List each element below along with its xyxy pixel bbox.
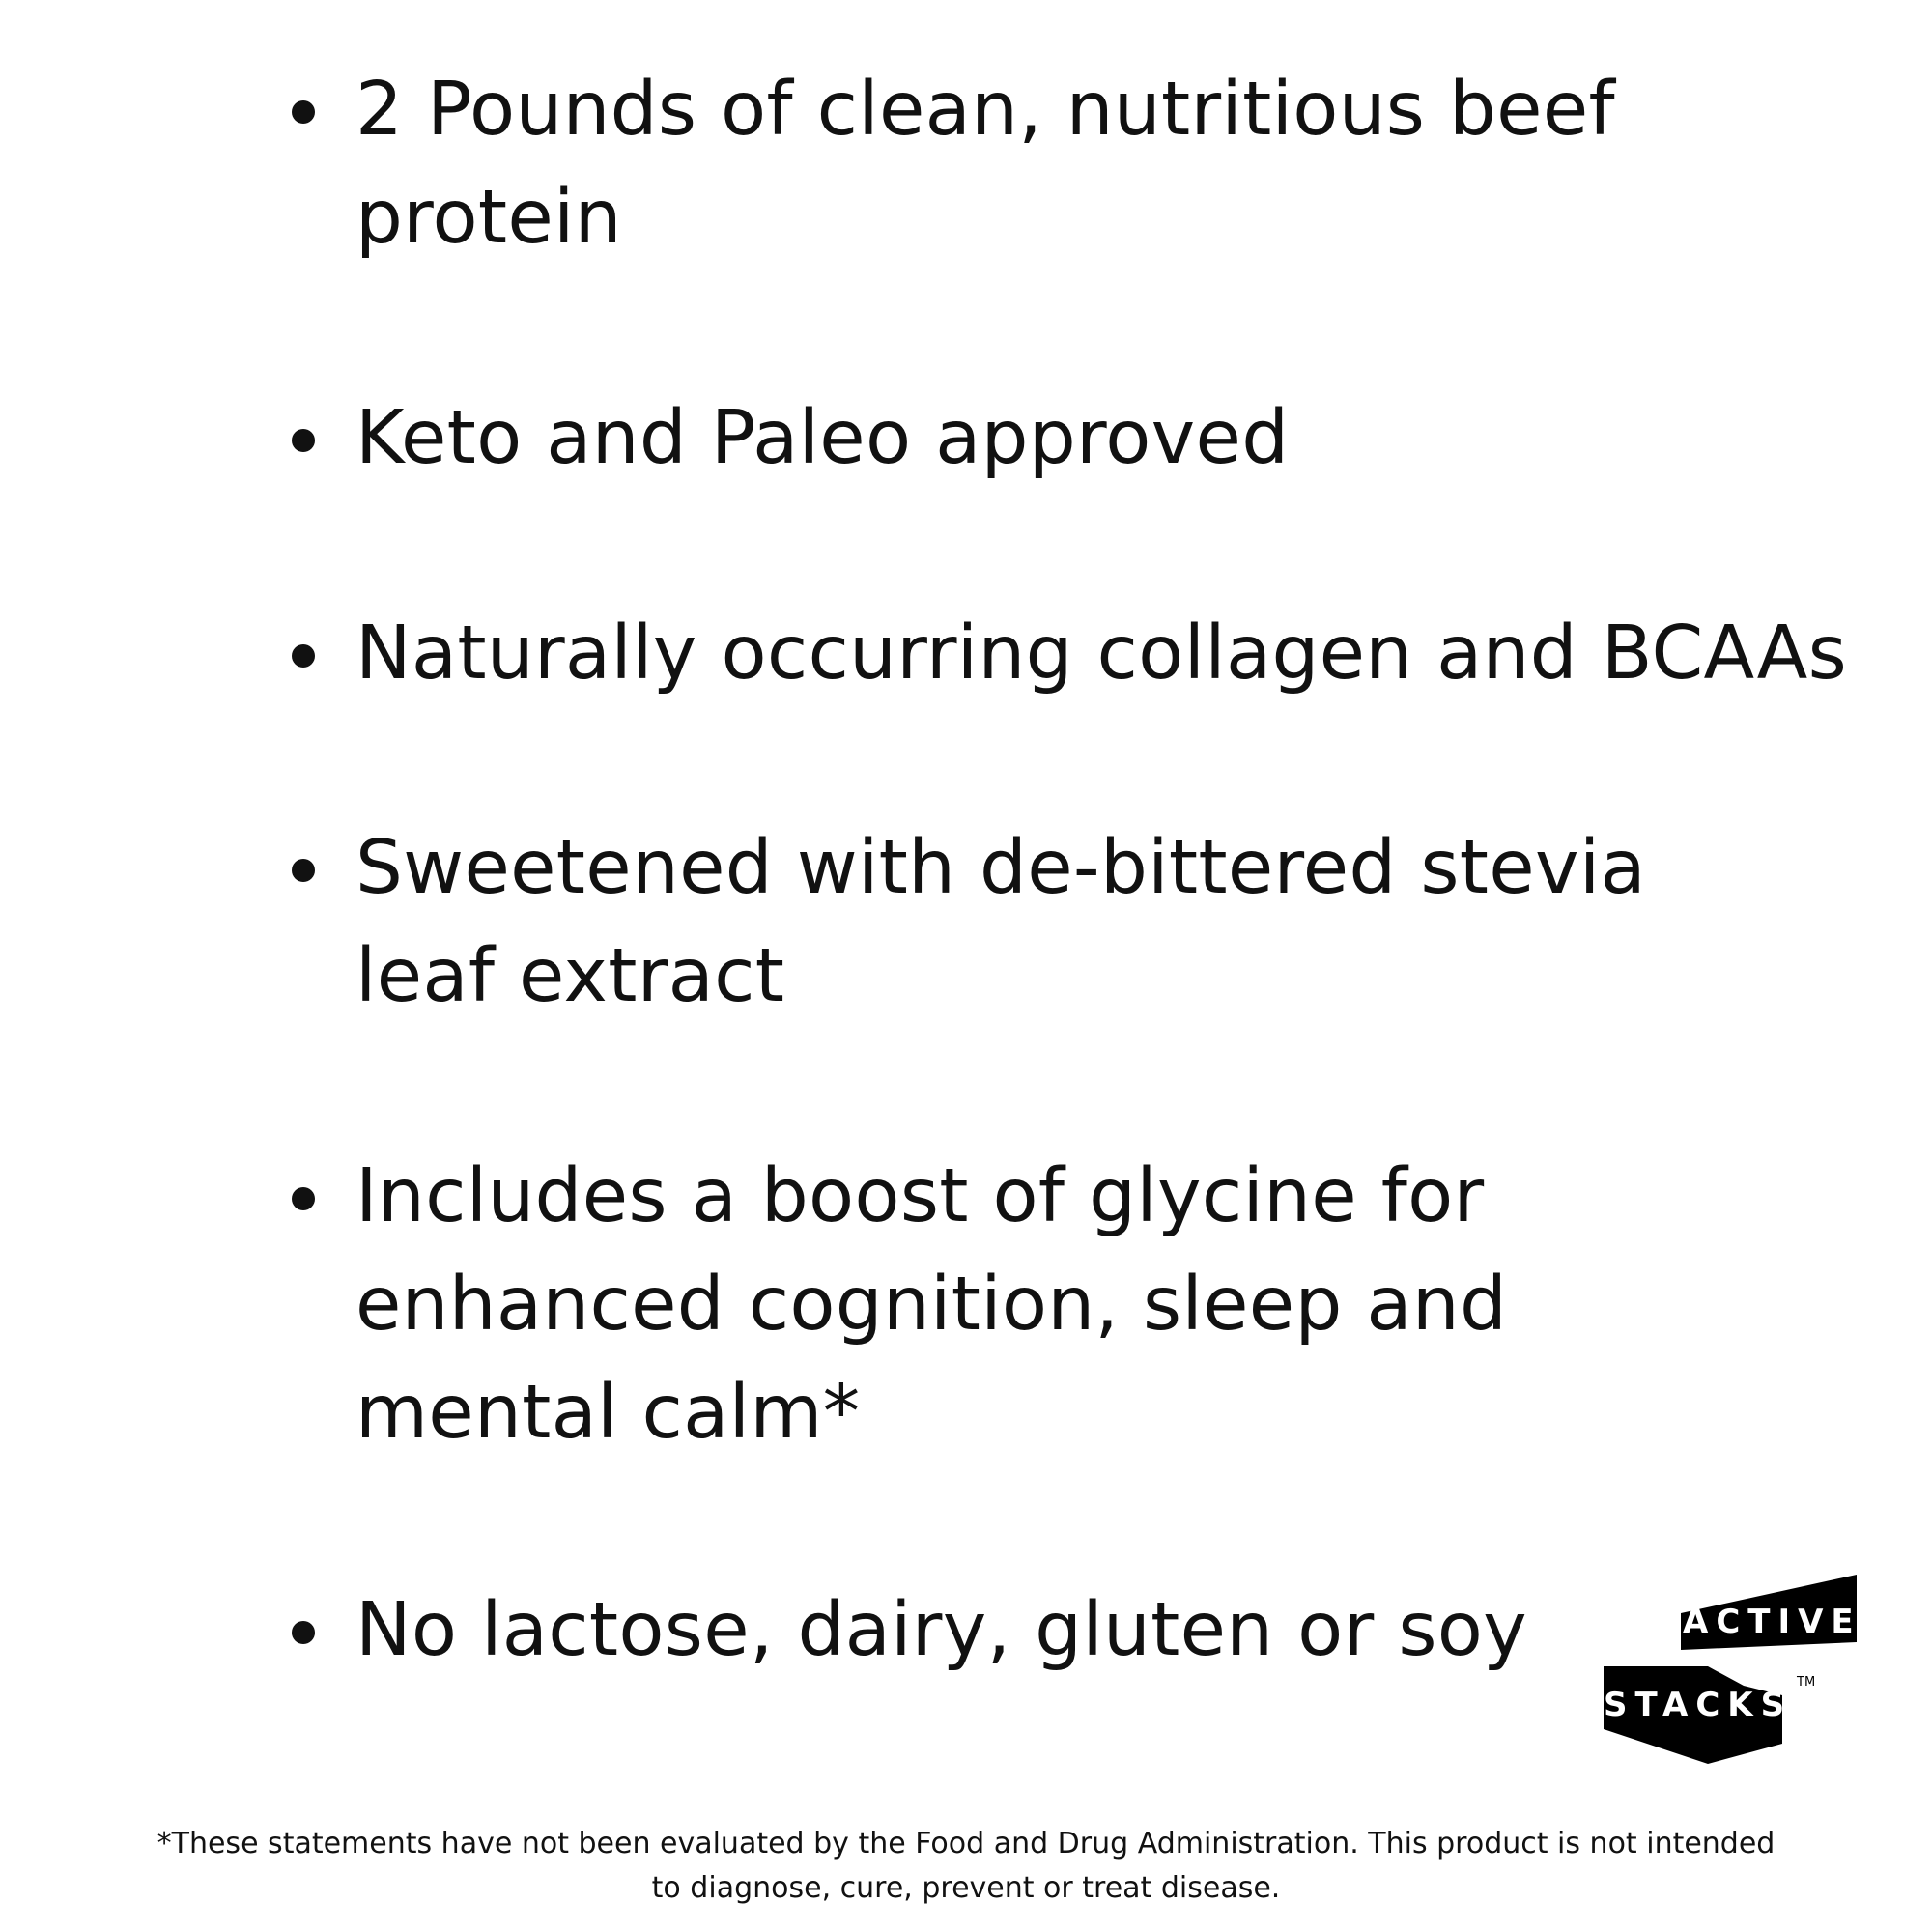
feature-text: mental calm*	[355, 1370, 861, 1456]
bullet-icon	[292, 429, 315, 452]
feature-text: protein	[355, 175, 622, 261]
bullet-icon	[292, 1187, 315, 1210]
feature-item-glycine	[286, 1143, 1507, 1467]
feature-text: enhanced cognition, sleep and	[355, 1262, 1508, 1348]
disclaimer-line: to diagnose, cure, prevent or treat disease.	[651, 1871, 1281, 1905]
logo-word-stacks: STACKS	[1604, 1686, 1793, 1724]
feature-item-protein	[286, 56, 1615, 272]
feature-text: Keto and Paleo approved	[355, 395, 1290, 481]
feature-text: 2 Pounds of clean, nutritious beef	[355, 67, 1615, 153]
bullet-icon	[292, 1621, 315, 1644]
feature-item-collagen	[286, 600, 1847, 708]
logo-word-active: ACTIVE	[1683, 1603, 1861, 1641]
feature-item-stevia	[286, 814, 1646, 1031]
feature-text: Naturally occurring collagen and BCAAs	[355, 611, 1848, 696]
feature-text: leaf extract	[355, 933, 785, 1019]
bullet-icon	[292, 859, 315, 882]
feature-text: Includes a boost of glycine for	[355, 1153, 1485, 1239]
bullet-icon	[292, 100, 315, 124]
active-stacks-logo	[1604, 1575, 1874, 1768]
fda-disclaimer	[145, 1822, 1787, 1911]
disclaimer-line: *These statements have not been evaluated by the Food and Drug Administration. This product is not intended	[156, 1827, 1776, 1861]
feature-text: Sweetened with de-bittered stevia	[355, 825, 1647, 911]
feature-text: No lactose, dairy, gluten or soy	[355, 1587, 1528, 1673]
bullet-icon	[292, 644, 315, 668]
feature-item-allergens	[286, 1577, 1527, 1685]
logo-trademark: TM	[1797, 1675, 1816, 1690]
feature-item-keto	[286, 384, 1289, 493]
